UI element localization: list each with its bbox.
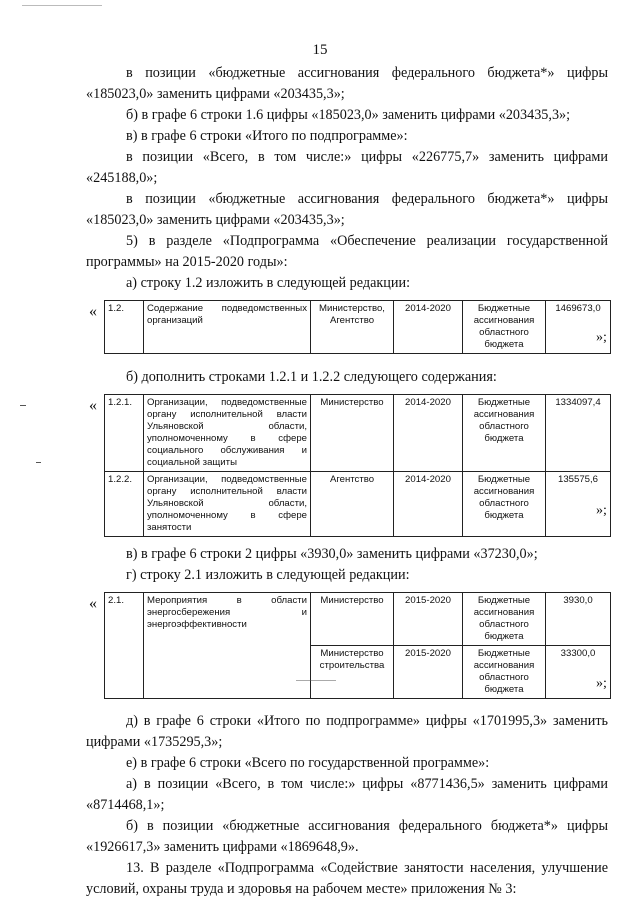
cell-years: 2014-2020 <box>394 301 463 354</box>
table-row <box>105 395 611 472</box>
table-row <box>105 301 611 354</box>
cell-value: 3930,0 <box>546 593 611 646</box>
cell-num: 2.1. <box>105 593 144 699</box>
scan-mark <box>36 462 41 463</box>
cell-source: Бюджетные ассигнования областного бюджета <box>463 301 546 354</box>
scan-mark <box>22 5 102 6</box>
cell-value: 135575,6 <box>546 472 611 537</box>
paragraph: а) в позиции «Всего, в том числе:» цифры «8771436,5» заменить цифрами «8714468,1»; <box>86 776 608 813</box>
cell-source: Бюджетные ассигнования областного бюджета <box>463 646 546 699</box>
scan-mark <box>20 405 26 406</box>
table-rows-1-2-1 <box>104 394 611 537</box>
cell-value: 1469673,0 <box>546 301 611 354</box>
cell-executor: Министерство строительства <box>311 646 394 699</box>
cell-source: Бюджетные ассигнования областного бюджета <box>463 395 546 472</box>
table-row-2-1 <box>104 592 611 699</box>
cell-executor: Министерство <box>311 395 394 472</box>
cell-num: 1.2.2. <box>105 472 144 537</box>
paragraph: в) в графе 6 строки 2 цифры «3930,0» заменить цифрами «37230,0»; <box>126 546 538 562</box>
cell-executor: Министерство <box>311 593 394 646</box>
cell-value: 1334097,4 <box>546 395 611 472</box>
cell-years: 2015-2020 <box>394 593 463 646</box>
cell-name: Организации, подведомственные органу исполнительной власти Ульяновской области, уполномоченному в сфере занятости <box>144 472 311 537</box>
paragraph: е) в графе 6 строки «Всего по государственной программе»: <box>126 755 490 771</box>
cell-years: 2014-2020 <box>394 395 463 472</box>
table-row <box>105 593 611 646</box>
paragraph: б) в позиции «бюджетные ассигнования федерального бюджета*» цифры «1926617,3» заменить цифрами «1869648,9». <box>86 818 608 855</box>
quote-open: « <box>89 303 97 320</box>
cell-executor: Агентство <box>311 472 394 537</box>
cell-years: 2015-2020 <box>394 646 463 699</box>
paragraph: а) строку 1.2 изложить в следующей редакции: <box>126 275 411 291</box>
cell-source: Бюджетные ассигнования областного бюджета <box>463 593 546 646</box>
cell-name: Мероприятия в области энергосбережения и энергоэффективности <box>144 593 311 699</box>
cell-years: 2014-2020 <box>394 472 463 537</box>
quote-close: »; <box>596 330 607 345</box>
quote-close: »; <box>596 503 607 518</box>
paragraph: б) дополнить строками 1.2.1 и 1.2.2 следующего содержания: <box>126 369 497 385</box>
quote-close: »; <box>596 676 607 691</box>
scan-mark <box>296 680 336 681</box>
paragraph: 5) в разделе «Подпрограмма «Обеспечение реализации государственной программы» на 2015-2020 годы»: <box>86 233 608 270</box>
paragraph: 13. В разделе «Подпрограмма «Содействие занятости населения, улучшение условий, охраны труда и здоровья на рабочем месте» приложения № 3: <box>86 860 608 897</box>
paragraph: в позиции «бюджетные ассигнования федерального бюджета*» цифры «185023,0» заменить цифрами «203435,3»; <box>86 191 608 228</box>
cell-num: 1.2.1. <box>105 395 144 472</box>
paragraph: б) в графе 6 строки 1.6 цифры «185023,0» заменить цифрами «203435,3»; <box>126 107 571 123</box>
cell-source: Бюджетные ассигнования областного бюджета <box>463 472 546 537</box>
cell-name: Организации, подведомственные органу исполнительной власти Ульяновской области, уполномоченному в сфере социального обслуживания и социальной защиты <box>144 395 311 472</box>
paragraph: в позиции «бюджетные ассигнования федерального бюджета*» цифры «185023,0» заменить цифрами «203435,3»; <box>86 65 608 102</box>
cell-executor: Министерство, Агентство <box>311 301 394 354</box>
cell-num: 1.2. <box>105 301 144 354</box>
table-row <box>105 472 611 537</box>
paragraph: в) в графе 6 строки «Итого по подпрограмме»: <box>126 128 408 144</box>
quote-open: « <box>89 595 97 612</box>
quote-open: « <box>89 397 97 414</box>
table-row-1-2 <box>104 300 611 354</box>
page-number: 15 <box>312 42 328 58</box>
paragraph: г) строку 2.1 изложить в следующей редакции: <box>126 567 410 583</box>
cell-value: 33300,0 <box>546 646 611 699</box>
paragraph: в позиции «Всего, в том числе:» цифры «226775,7» заменить цифрами «245188,0»; <box>86 149 608 186</box>
cell-name: Содержание подведомственных организаций <box>144 301 311 354</box>
paragraph: д) в графе 6 строки «Итого по подпрограмме» цифры «1701995,3» заменить цифрами «1735295,3»; <box>86 713 608 750</box>
